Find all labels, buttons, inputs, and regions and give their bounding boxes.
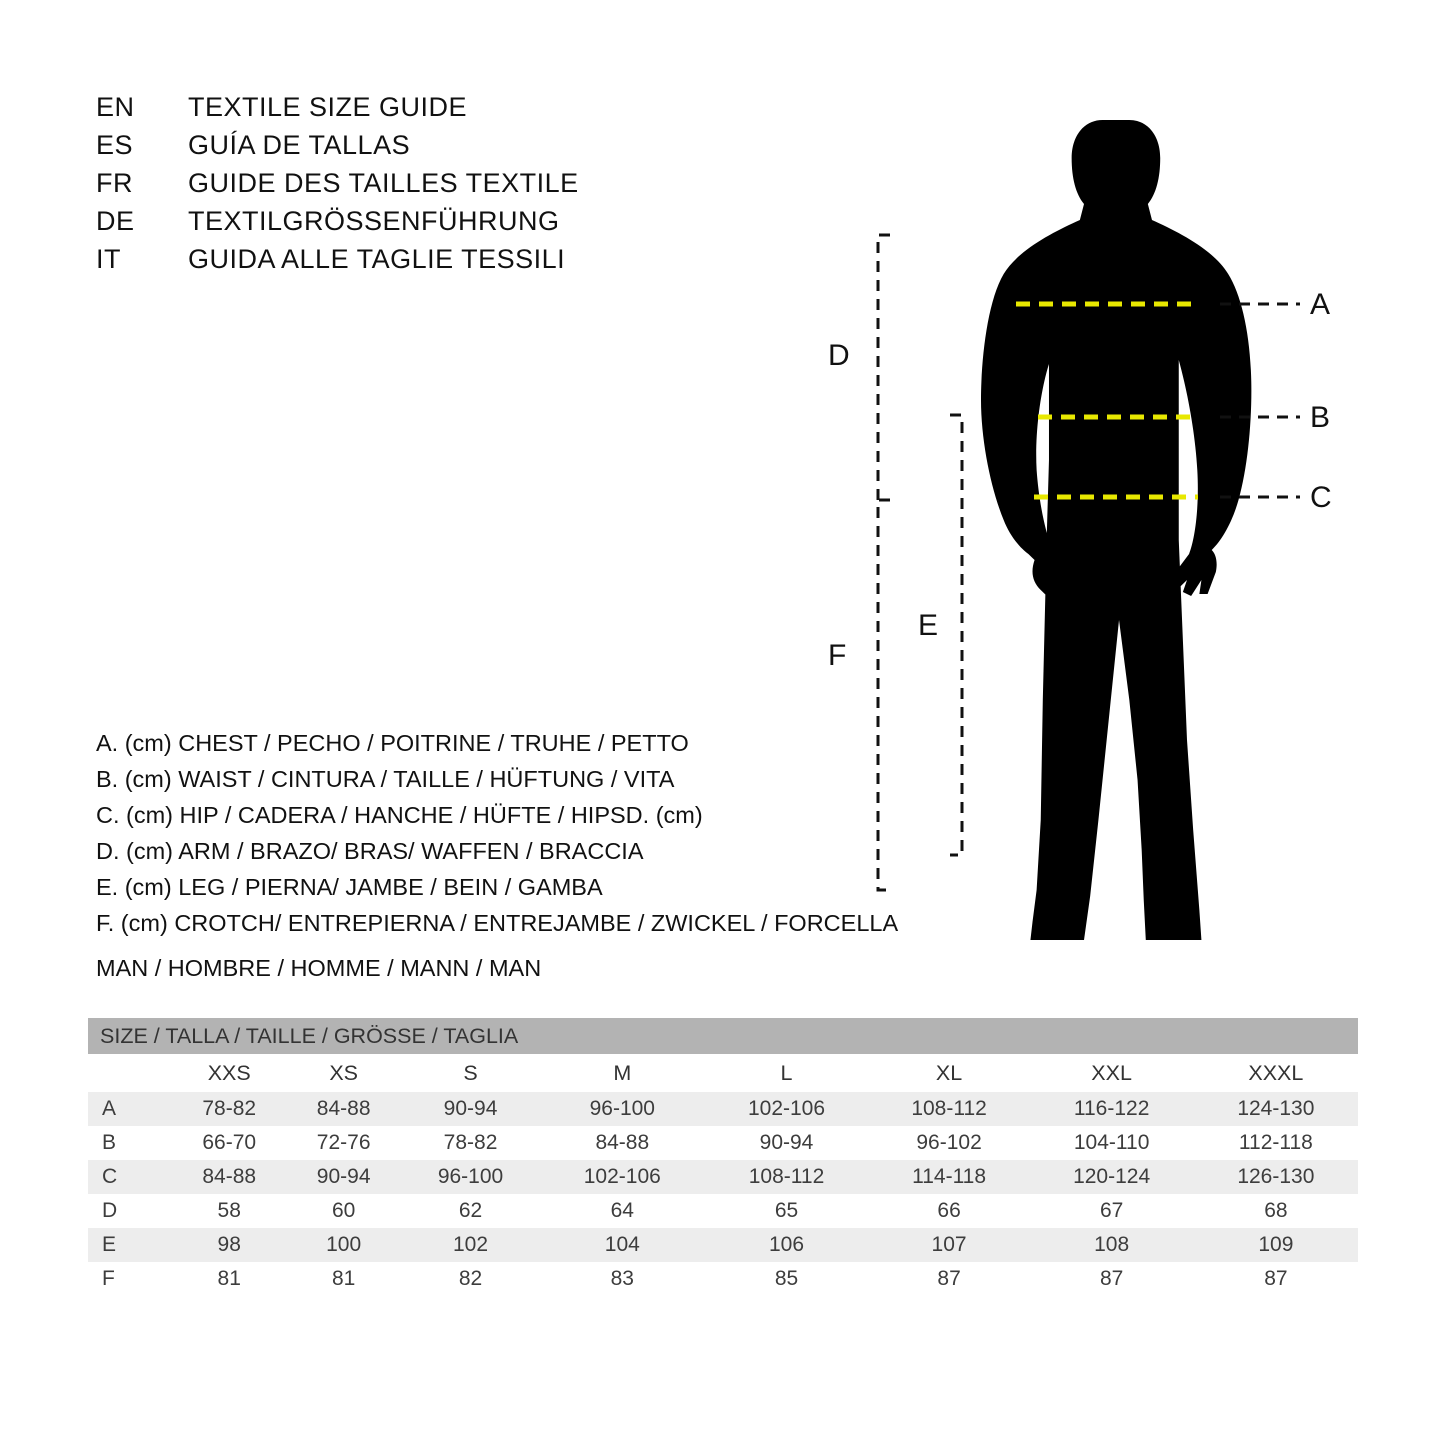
legend-item-waist: B. (cm) WAIST / CINTURA / TAILLE / HÜFTUNG / VITA (96, 766, 675, 792)
table-cell: 64 (540, 1194, 704, 1228)
table-cell: 106 (704, 1228, 868, 1262)
title-row (96, 202, 716, 240)
legend-item-chest: A. (cm) CHEST / PECHO / POITRINE / TRUHE / PETTO (96, 730, 689, 756)
label-hip: C (1310, 481, 1332, 514)
table-col-header: XL (869, 1054, 1030, 1092)
title-text: GUIDA ALLE TAGLIE TESSILI (188, 244, 566, 274)
table-cell: 107 (869, 1228, 1030, 1262)
table-cell: 104-110 (1030, 1126, 1194, 1160)
table-cell: 96-100 (401, 1160, 540, 1194)
table-cell: 104 (540, 1228, 704, 1262)
size-table (88, 1018, 1358, 1296)
table-cell: 124-130 (1194, 1092, 1358, 1126)
title-block (96, 88, 716, 278)
table-col-header: XXL (1030, 1054, 1194, 1092)
bracket-leg (950, 415, 962, 855)
table-header-title: SIZE / TALLA / TAILLE / GRÖSSE / TAGLIA (88, 1018, 1358, 1054)
legend-item-crotch: F. (cm) CROTCH/ ENTREPIERNA / ENTREJAMBE / ZWICKEL / FORCELLA (96, 910, 899, 936)
table-cell: 72-76 (286, 1126, 400, 1160)
table-cell: 87 (1194, 1262, 1358, 1296)
table-cell: 67 (1030, 1194, 1194, 1228)
legend-item-arm: D. (cm) ARM / BRAZO/ BRAS/ WAFFEN / BRACCIA (96, 838, 644, 864)
label-chest: A (1310, 288, 1331, 321)
table-cell: 100 (286, 1228, 400, 1262)
table-cell: 116-122 (1030, 1092, 1194, 1126)
table-cell: 87 (1030, 1262, 1194, 1296)
title-lang-code: ES (96, 130, 134, 160)
title-row (96, 88, 716, 126)
legend-item-leg: E. (cm) LEG / PIERNA/ JAMBE / BEIN / GAMBA (96, 874, 603, 900)
table-cell: 120-124 (1030, 1160, 1194, 1194)
table-row (88, 1262, 1358, 1296)
table-cell: 108-112 (869, 1092, 1030, 1126)
table-col-header: L (704, 1054, 868, 1092)
table-cell: 58 (172, 1194, 286, 1228)
table-cell: 84-88 (540, 1126, 704, 1160)
legend-block (96, 725, 899, 941)
table-cell: 66 (869, 1194, 1030, 1228)
table-cell: 90-94 (704, 1126, 868, 1160)
table-row (88, 1228, 1358, 1262)
table-cell: 126-130 (1194, 1160, 1358, 1194)
table-row (88, 1126, 1358, 1160)
table-cell: 87 (869, 1262, 1030, 1296)
table-row (88, 1160, 1358, 1194)
table-cell: 102 (401, 1228, 540, 1262)
man-silhouette-icon (981, 120, 1251, 940)
label-arm: D (828, 339, 850, 372)
table-corner-cell (88, 1054, 172, 1092)
table-cell: 102-106 (704, 1092, 868, 1126)
gender-label: MAN / HOMBRE / HOMME / MANN / MAN (96, 955, 542, 981)
title-text: GUÍA DE TALLAS (188, 130, 411, 160)
table-cell: 112-118 (1194, 1126, 1358, 1160)
table-col-header: XXXL (1194, 1054, 1358, 1092)
table-cell: 109 (1194, 1228, 1358, 1262)
table-row-label: A (88, 1092, 172, 1126)
table-cell: 96-100 (540, 1092, 704, 1126)
title-lang-code: FR (96, 168, 133, 198)
table-row-label: E (88, 1228, 172, 1262)
table-cell: 102-106 (540, 1160, 704, 1194)
table-cell: 84-88 (286, 1092, 400, 1126)
table-row-label: D (88, 1194, 172, 1228)
title-row (96, 126, 716, 164)
table-size-row (88, 1054, 1358, 1092)
table-cell: 68 (1194, 1194, 1358, 1228)
table-cell: 66-70 (172, 1126, 286, 1160)
table-row-label: F (88, 1262, 172, 1296)
table-cell: 90-94 (286, 1160, 400, 1194)
table-col-header: XS (286, 1054, 400, 1092)
table-col-header: XXS (172, 1054, 286, 1092)
table-cell: 62 (401, 1194, 540, 1228)
table-cell: 65 (704, 1194, 868, 1228)
table-cell: 108-112 (704, 1160, 868, 1194)
title-text: TEXTILGRÖSSENFÜHRUNG (188, 206, 560, 236)
title-text: TEXTILE SIZE GUIDE (188, 92, 468, 122)
table-row (88, 1092, 1358, 1126)
table-cell: 81 (286, 1262, 400, 1296)
label-waist: B (1310, 401, 1331, 434)
table-cell: 96-102 (869, 1126, 1030, 1160)
table-header-row (88, 1018, 1358, 1054)
table-cell: 98 (172, 1228, 286, 1262)
table-cell: 81 (172, 1262, 286, 1296)
title-lang-code: IT (96, 244, 121, 274)
table-cell: 82 (401, 1262, 540, 1296)
table-row-label: B (88, 1126, 172, 1160)
table-cell: 78-82 (401, 1126, 540, 1160)
title-text: GUIDE DES TAILLES TEXTILE (188, 168, 579, 198)
title-lang-code: EN (96, 92, 135, 122)
title-lang-code: DE (96, 206, 135, 236)
table-col-header: M (540, 1054, 704, 1092)
title-row (96, 240, 716, 278)
table-cell: 108 (1030, 1228, 1194, 1262)
table-cell: 78-82 (172, 1092, 286, 1126)
table-cell: 83 (540, 1262, 704, 1296)
table-cell: 60 (286, 1194, 400, 1228)
table-cell: 114-118 (869, 1160, 1030, 1194)
bracket-arm (878, 235, 890, 500)
title-row (96, 164, 716, 202)
table-col-header: S (401, 1054, 540, 1092)
table-cell: 84-88 (172, 1160, 286, 1194)
table-cell: 85 (704, 1262, 868, 1296)
label-crotch: F (828, 639, 847, 672)
table-row-label: C (88, 1160, 172, 1194)
legend-item-hip: C. (cm) HIP / CADERA / HANCHE / HÜFTE / HIPSD. (cm) (96, 802, 703, 828)
table-cell: 90-94 (401, 1092, 540, 1126)
table-row (88, 1194, 1358, 1228)
label-leg: E (918, 609, 939, 642)
